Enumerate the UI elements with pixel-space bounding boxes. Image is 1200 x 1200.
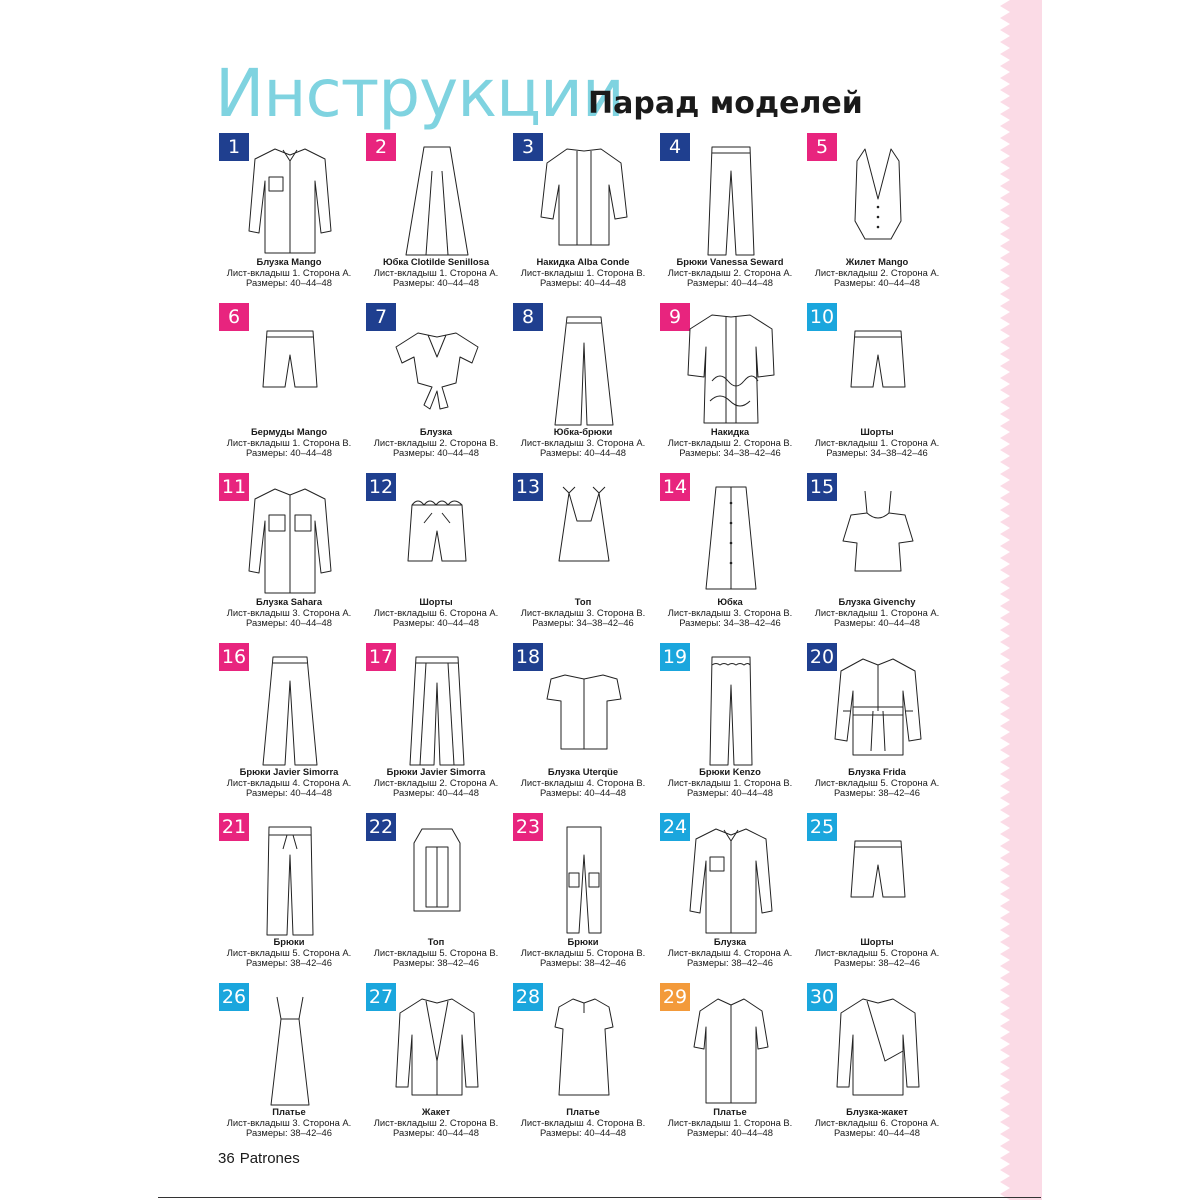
model-sizes: Размеры: 38–42–46 <box>834 957 920 969</box>
pattern-sheet: Лист-вкладыш 4. Сторона А. <box>667 946 793 958</box>
shirt-dress-sketch-icon <box>686 991 776 1107</box>
model-name: Блузка <box>419 426 453 437</box>
model-card <box>509 641 657 809</box>
pattern-sheet: Лист-вкладыш 5. Сторона А. <box>814 776 940 788</box>
model-card <box>362 981 510 1149</box>
model-card <box>215 301 363 469</box>
model-caption <box>652 597 808 629</box>
pattern-sheet: Лист-вкладыш 6. Сторона А. <box>814 1116 940 1128</box>
model-card <box>656 301 804 469</box>
model-caption <box>799 257 955 289</box>
pattern-sheet: Лист-вкладыш 3. Сторона А. <box>226 606 352 618</box>
model-caption <box>799 767 955 799</box>
model-card <box>656 641 804 809</box>
shorts-sketch-icon <box>833 311 923 427</box>
tie-top-sketch-icon <box>539 481 629 597</box>
model-sizes: Размеры: 40–44–48 <box>246 447 332 459</box>
model-caption <box>358 767 514 799</box>
model-card <box>509 301 657 469</box>
model-sizes: Размеры: 38–42–46 <box>834 787 920 799</box>
pattern-sheet: Лист-вкладыш 4. Сторона В. <box>520 1116 646 1128</box>
model-card <box>656 981 804 1149</box>
model-sizes: Размеры: 40–44–48 <box>393 277 479 289</box>
model-name: Жилет Mango <box>845 256 909 267</box>
model-card <box>656 131 804 299</box>
model-sizes: Размеры: 34–38–42–46 <box>826 447 928 459</box>
model-number-badge: 29 <box>660 983 690 1011</box>
pattern-sheet: Лист-вкладыш 3. Сторона А. <box>520 436 646 448</box>
magazine-name: Patrones <box>239 1150 300 1167</box>
model-caption <box>505 597 661 629</box>
model-caption <box>211 427 367 459</box>
model-card <box>803 301 951 469</box>
pattern-sheet: Лист-вкладыш 6. Сторона А. <box>373 606 499 618</box>
model-name: Блузка-жакет <box>846 1106 908 1117</box>
model-name: Брюки Kenzo <box>699 766 761 777</box>
model-name: Шорты <box>860 426 894 437</box>
model-sizes: Размеры: 40–44–48 <box>246 617 332 629</box>
model-caption <box>799 427 955 459</box>
model-number-badge: 1 <box>219 133 249 161</box>
pattern-sheet: Лист-вкладыш 4. Сторона В. <box>520 776 646 788</box>
model-sizes: Размеры: 40–44–48 <box>393 447 479 459</box>
pattern-sheet: Лист-вкладыш 2. Сторона А. <box>373 776 499 788</box>
model-card <box>509 981 657 1149</box>
model-number-badge: 13 <box>513 473 543 501</box>
pattern-sheet: Лист-вкладыш 2. Сторона В. <box>667 436 793 448</box>
pattern-sheet: Лист-вкладыш 1. Сторона В. <box>667 1116 793 1128</box>
elastic-trousers-sketch-icon <box>686 651 776 767</box>
model-number-badge: 28 <box>513 983 543 1011</box>
model-sizes: Размеры: 40–44–48 <box>540 1127 626 1139</box>
model-sizes: Размеры: 34–38–42–46 <box>679 617 781 629</box>
model-caption <box>652 767 808 799</box>
model-caption <box>358 597 514 629</box>
model-name: Топ <box>427 936 445 947</box>
model-number-badge: 15 <box>807 473 837 501</box>
model-caption <box>358 257 514 289</box>
model-name: Юбка-брюки <box>553 426 613 437</box>
model-name: Брюки <box>273 936 305 947</box>
model-caption <box>358 937 514 969</box>
model-sizes: Размеры: 40–44–48 <box>540 277 626 289</box>
model-card <box>803 131 951 299</box>
blouse-sketch-icon <box>245 141 335 257</box>
pleated-shorts-sketch-icon <box>833 821 923 937</box>
model-sizes: Размеры: 40–44–48 <box>540 447 626 459</box>
model-sizes: Размеры: 40–44–48 <box>393 1127 479 1139</box>
model-name: Брюки Javier Simorra <box>239 766 339 777</box>
model-sizes: Размеры: 38–42–46 <box>246 957 332 969</box>
model-card <box>656 811 804 979</box>
model-card <box>215 811 363 979</box>
model-caption <box>799 597 955 629</box>
model-number-badge: 30 <box>807 983 837 1011</box>
model-number-badge: 3 <box>513 133 543 161</box>
model-caption <box>211 257 367 289</box>
model-card <box>803 811 951 979</box>
model-number-badge: 16 <box>219 643 249 671</box>
model-number-badge: 25 <box>807 813 837 841</box>
pattern-sheet: Лист-вкладыш 5. Сторона В. <box>373 946 499 958</box>
model-card <box>362 811 510 979</box>
model-sizes: Размеры: 40–44–48 <box>687 277 773 289</box>
model-name: Брюки Javier Simorra <box>386 766 486 777</box>
cami-blouse-sketch-icon <box>833 481 923 597</box>
model-number-badge: 2 <box>366 133 396 161</box>
model-caption <box>652 427 808 459</box>
model-name: Брюки Vanessa Seward <box>676 256 784 267</box>
model-name: Накидка Alba Conde <box>536 256 630 267</box>
model-number-badge: 4 <box>660 133 690 161</box>
pattern-sheet: Лист-вкладыш 2. Сторона В. <box>373 1116 499 1128</box>
model-name: Блузка Uterqüe <box>547 766 619 777</box>
model-card <box>362 131 510 299</box>
bermuda-sketch-icon <box>245 311 335 427</box>
tie-blouse-sketch-icon <box>392 311 482 427</box>
model-card <box>215 641 363 809</box>
model-sizes: Размеры: 40–44–48 <box>246 277 332 289</box>
model-card <box>509 811 657 979</box>
page-title: Инструкции <box>215 55 624 132</box>
model-caption <box>505 767 661 799</box>
cargo-trousers-sketch-icon <box>539 821 629 937</box>
pattern-sheet: Лист-вкладыш 1. Сторона А. <box>814 436 940 448</box>
pattern-sheet: Лист-вкладыш 5. Сторона А. <box>814 946 940 958</box>
model-name: Шорты <box>860 936 894 947</box>
pattern-sheet: Лист-вкладыш 4. Сторона А. <box>226 776 352 788</box>
model-number-badge: 5 <box>807 133 837 161</box>
model-name: Топ <box>574 596 592 607</box>
model-name: Юбка <box>717 596 743 607</box>
model-card <box>362 471 510 639</box>
model-name: Платье <box>272 1106 306 1117</box>
pattern-sheet: Лист-вкладыш 3. Сторона В. <box>520 606 646 618</box>
model-caption <box>652 257 808 289</box>
model-sizes: Размеры: 40–44–48 <box>834 1127 920 1139</box>
page-number: 36 <box>218 1150 235 1167</box>
ruffle-blouse-sketch-icon <box>539 651 629 767</box>
model-number-badge: 19 <box>660 643 690 671</box>
model-number-badge: 11 <box>219 473 249 501</box>
model-card <box>509 131 657 299</box>
paperbag-shorts-sketch-icon <box>392 481 482 597</box>
embroidered-blouse-sketch-icon <box>833 651 923 767</box>
page-footer <box>218 1150 300 1167</box>
model-caption <box>652 1107 808 1139</box>
pattern-sheet: Лист-вкладыш 2. Сторона А. <box>814 266 940 278</box>
model-number-badge: 10 <box>807 303 837 331</box>
model-name: Платье <box>566 1106 600 1117</box>
model-caption <box>505 427 661 459</box>
model-caption <box>211 1107 367 1139</box>
pattern-sheet: Лист-вкладыш 3. Сторона В. <box>667 606 793 618</box>
wrap-jacket-sketch-icon <box>833 991 923 1107</box>
culottes-sketch-icon <box>539 311 629 427</box>
model-name: Брюки <box>567 936 599 947</box>
embroidered-top-sketch-icon <box>392 821 482 937</box>
model-name: Блузка Frida <box>848 766 906 777</box>
model-name: Блузка Sahara <box>255 596 323 607</box>
model-sizes: Размеры: 34–38–42–46 <box>532 617 634 629</box>
model-sizes: Размеры: 40–44–48 <box>540 787 626 799</box>
pattern-sheet: Лист-вкладыш 1. Сторона А. <box>226 266 352 278</box>
pattern-sheet: Лист-вкладыш 5. Сторона А. <box>226 946 352 958</box>
model-number-badge: 20 <box>807 643 837 671</box>
model-caption <box>799 937 955 969</box>
model-sizes: Размеры: 38–42–46 <box>393 957 479 969</box>
pattern-sheet: Лист-вкладыш 1. Сторона В. <box>520 266 646 278</box>
model-caption <box>211 937 367 969</box>
model-number-badge: 21 <box>219 813 249 841</box>
model-name: Блузка Givenchy <box>838 596 916 607</box>
model-name: Жакет <box>421 1106 451 1117</box>
model-name: Блузка Mango <box>256 256 322 267</box>
model-sizes: Размеры: 40–44–48 <box>246 787 332 799</box>
model-sizes: Размеры: 40–44–48 <box>687 787 773 799</box>
model-number-badge: 23 <box>513 813 543 841</box>
pleated-trousers-sketch-icon <box>392 651 482 767</box>
model-caption <box>799 1107 955 1139</box>
model-name: Блузка <box>713 936 747 947</box>
model-caption <box>211 597 367 629</box>
model-card <box>215 981 363 1149</box>
model-sizes: Размеры: 40–44–48 <box>834 617 920 629</box>
model-caption <box>358 427 514 459</box>
trousers-sketch-icon <box>686 141 776 257</box>
model-name: Шорты <box>419 596 453 607</box>
model-number-badge: 6 <box>219 303 249 331</box>
model-name: Юбка Clotilde Senillosa <box>382 256 490 267</box>
model-card <box>362 641 510 809</box>
model-name: Платье <box>713 1106 747 1117</box>
model-caption <box>211 767 367 799</box>
pattern-sheet: Лист-вкладыш 1. Сторона А. <box>373 266 499 278</box>
model-sizes: Размеры: 38–42–46 <box>246 1127 332 1139</box>
shirt-sketch-icon <box>686 821 776 937</box>
blazer-sketch-icon <box>392 991 482 1107</box>
model-card <box>509 471 657 639</box>
model-sizes: Размеры: 38–42–46 <box>540 957 626 969</box>
pattern-sheet: Лист-вкладыш 2. Сторона В. <box>373 436 499 448</box>
model-card <box>215 131 363 299</box>
button-skirt-sketch-icon <box>686 481 776 597</box>
model-caption <box>505 937 661 969</box>
model-card <box>656 471 804 639</box>
model-number-badge: 9 <box>660 303 690 331</box>
pattern-sheet: Лист-вкладыш 2. Сторона А. <box>667 266 793 278</box>
model-name: Бермуды Mango <box>250 426 328 437</box>
model-caption <box>358 1107 514 1139</box>
model-sizes: Размеры: 40–44–48 <box>687 1127 773 1139</box>
model-card <box>803 981 951 1149</box>
model-number-badge: 24 <box>660 813 690 841</box>
model-caption <box>505 257 661 289</box>
wide-trousers-sketch-icon <box>245 651 335 767</box>
vest-sketch-icon <box>833 141 923 257</box>
model-sizes: Размеры: 40–44–48 <box>834 277 920 289</box>
model-caption <box>652 937 808 969</box>
model-card <box>362 301 510 469</box>
model-number-badge: 22 <box>366 813 396 841</box>
model-sizes: Размеры: 40–44–48 <box>393 787 479 799</box>
pattern-sheet: Лист-вкладыш 1. Сторона В. <box>226 436 352 448</box>
model-number-badge: 18 <box>513 643 543 671</box>
pink-zigzag-edge <box>1000 0 1042 1200</box>
model-card <box>803 641 951 809</box>
bottom-rule <box>158 1197 1041 1198</box>
model-sizes: Размеры: 38–42–46 <box>687 957 773 969</box>
model-number-badge: 8 <box>513 303 543 331</box>
model-number-badge: 7 <box>366 303 396 331</box>
model-name: Накидка <box>710 426 750 437</box>
models-grid <box>215 131 955 1146</box>
model-number-badge: 14 <box>660 473 690 501</box>
model-number-badge: 26 <box>219 983 249 1011</box>
pattern-sheet: Лист-вкладыш 1. Сторона В. <box>667 776 793 788</box>
model-number-badge: 12 <box>366 473 396 501</box>
page-subtitle: Парад моделей <box>588 86 863 121</box>
model-card <box>215 471 363 639</box>
pattern-sheet: Лист-вкладыш 1. Сторона А. <box>814 606 940 618</box>
skirt-sketch-icon <box>392 141 482 257</box>
model-card <box>803 471 951 639</box>
model-sizes: Размеры: 40–44–48 <box>393 617 479 629</box>
embroidered-coat-sketch-icon <box>686 311 776 427</box>
model-number-badge: 27 <box>366 983 396 1011</box>
cardigan-sketch-icon <box>539 141 629 257</box>
model-number-badge: 17 <box>366 643 396 671</box>
model-caption <box>505 1107 661 1139</box>
pattern-sheet: Лист-вкладыш 5. Сторона В. <box>520 946 646 958</box>
shift-dress-sketch-icon <box>539 991 629 1107</box>
drawstring-trousers-sketch-icon <box>245 821 335 937</box>
slip-dress-sketch-icon <box>245 991 335 1107</box>
pattern-sheet: Лист-вкладыш 3. Сторона А. <box>226 1116 352 1128</box>
model-sizes: Размеры: 34–38–42–46 <box>679 447 781 459</box>
safari-shirt-sketch-icon <box>245 481 335 597</box>
